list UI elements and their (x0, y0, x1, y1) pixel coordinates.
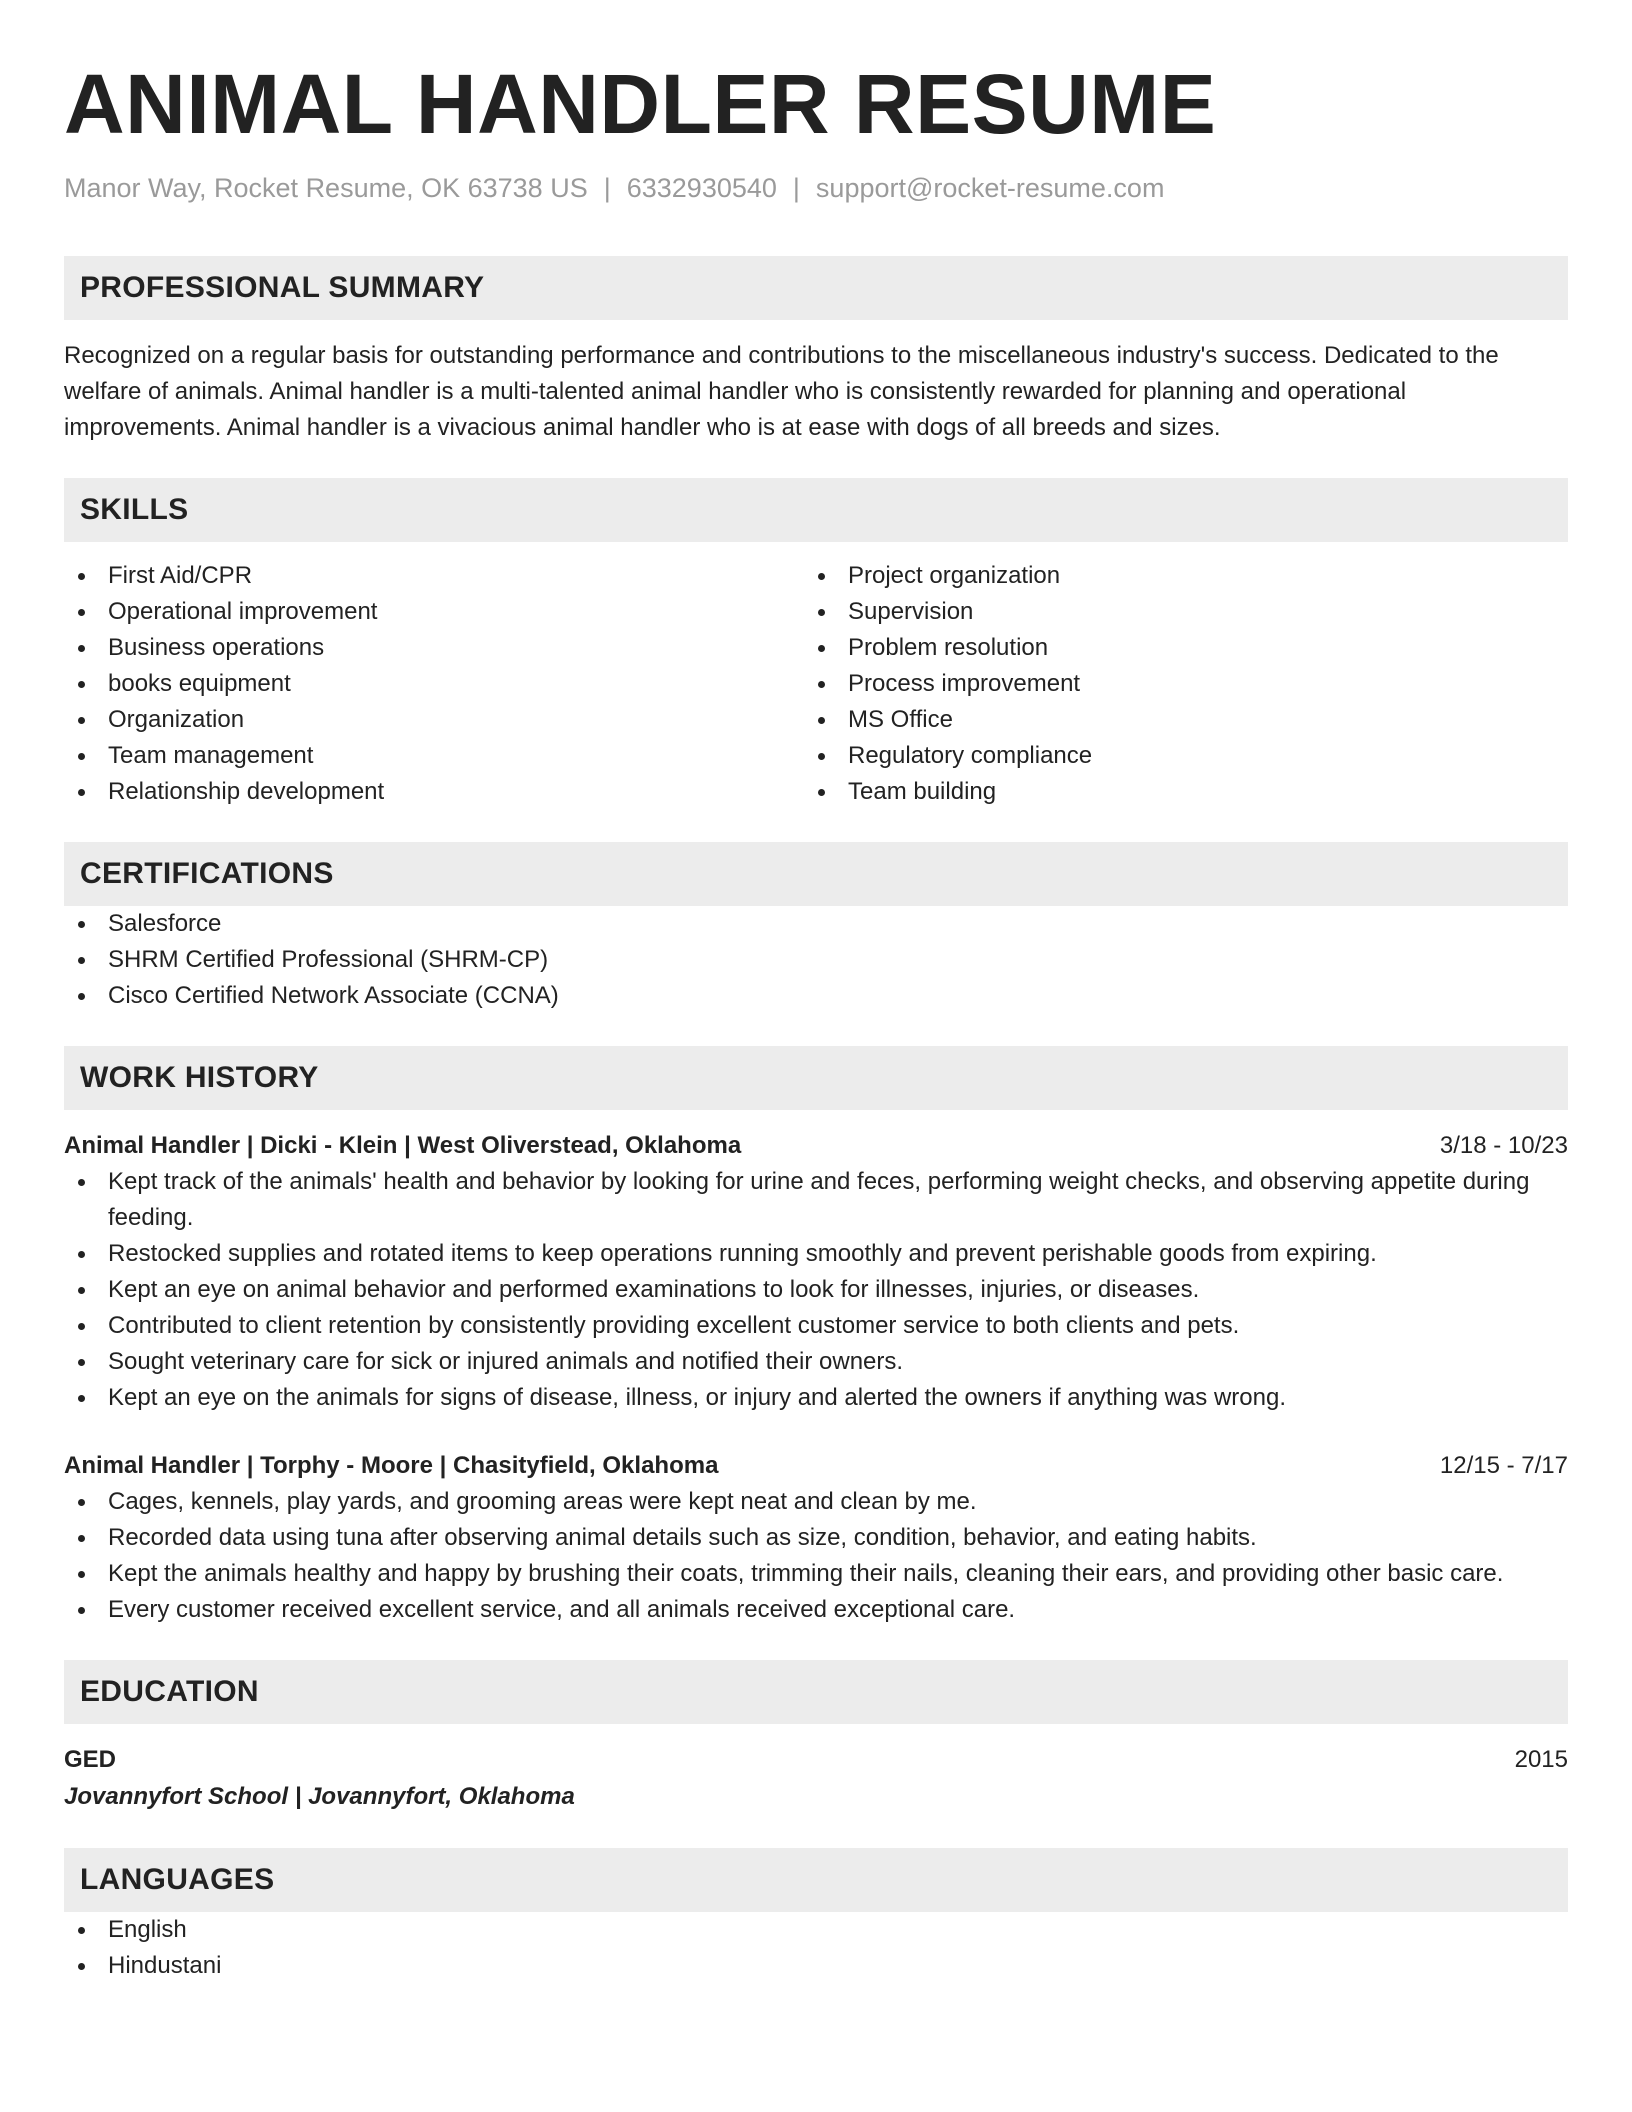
contact-address: Manor Way, Rocket Resume, OK 63738 US (64, 173, 588, 203)
job-entry (64, 1448, 1568, 1628)
skills-column-right (804, 558, 1544, 810)
job-bullets (64, 1484, 1568, 1628)
contact-separator: | (792, 173, 800, 203)
skills-column-left (64, 558, 804, 810)
section-heading-work-history: WORK HISTORY (64, 1046, 1568, 1110)
skill-item: First Aid/CPR (64, 558, 804, 594)
language-item: Hindustani (64, 1948, 1568, 1984)
job-bullet: Kept an eye on animal behavior and performed examinations to look for illnesses, injuries, or diseases. (64, 1272, 1568, 1308)
job-title: Animal Handler | Torphy - Moore | Chasityfield, Oklahoma (64, 1452, 719, 1479)
summary-section (64, 256, 1568, 446)
job-bullet: Restocked supplies and rotated items to keep operations running smoothly and prevent perishable goods from expiring. (64, 1236, 1568, 1272)
skill-item: Team building (804, 774, 1544, 810)
job-bullets (64, 1164, 1568, 1416)
certifications-section (64, 842, 1568, 1014)
job-bullet: Sought veterinary care for sick or injured animals and notified their owners. (64, 1344, 1568, 1380)
skill-item: Problem resolution (804, 630, 1544, 666)
work-history-section (64, 1046, 1568, 1628)
education-year: 2015 (1514, 1746, 1568, 1773)
skill-item: Regulatory compliance (804, 738, 1544, 774)
job-dates: 12/15 - 7/17 (1439, 1452, 1568, 1479)
skill-item: Supervision (804, 594, 1544, 630)
job-bullet: Recorded data using tuna after observing animal details such as size, condition, behavior, and eating habits. (64, 1520, 1568, 1556)
skill-item: Operational improvement (64, 594, 804, 630)
job-bullet: Kept an eye on the animals for signs of disease, illness, or injury and alerted the owners if anything was wrong. (64, 1380, 1568, 1416)
language-item: English (64, 1912, 1568, 1948)
section-heading-certifications: CERTIFICATIONS (64, 842, 1568, 906)
job-dates: 3/18 - 10/23 (1439, 1132, 1568, 1159)
skill-item: MS Office (804, 702, 1544, 738)
job-bullet: Cages, kennels, play yards, and grooming areas were kept neat and clean by me. (64, 1484, 1568, 1520)
skill-item: Process improvement (804, 666, 1544, 702)
skills-columns (64, 558, 1568, 810)
education-header (64, 1742, 1568, 1778)
section-heading-skills: SKILLS (64, 478, 1568, 542)
job-title: Animal Handler | Dicki - Klein | West Oliverstead, Oklahoma (64, 1132, 742, 1159)
contact-line (64, 170, 1568, 206)
skill-item: Relationship development (64, 774, 804, 810)
job-bullet: Kept the animals healthy and happy by brushing their coats, trimming their nails, cleaning their ears, and providing other basic care. (64, 1556, 1568, 1592)
skill-item: Organization (64, 702, 804, 738)
job-header (64, 1128, 1568, 1164)
languages-section (64, 1848, 1568, 1984)
skill-item: books equipment (64, 666, 804, 702)
education-school: Jovannyfort School | Jovannyfort, Oklahoma (64, 1783, 575, 1810)
languages-list (64, 1912, 1568, 1984)
certification-item: Salesforce (64, 906, 1568, 942)
contact-email: support@rocket-resume.com (815, 173, 1165, 203)
job-header (64, 1448, 1568, 1484)
certification-item: Cisco Certified Network Associate (CCNA) (64, 978, 1568, 1014)
resume-title: ANIMAL HANDLER RESUME (64, 57, 1217, 151)
summary-text: Recognized on a regular basis for outstanding performance and contributions to the miscellaneous industry's success. Dedicated to the welfare of animals. Animal handler is a multi-talented animal handler who is consistently rewarded for planning and operational improvements. Animal handler is a vivacious animal handler who is at ease with dogs of all breeds and sizes. (64, 342, 1499, 441)
contact-separator: | (603, 173, 611, 203)
contact-phone: 6332930540 (626, 173, 777, 203)
job-bullet: Every customer received excellent service, and all animals received exceptional care. (64, 1592, 1568, 1628)
certifications-list (64, 906, 1568, 1014)
job-entry (64, 1128, 1568, 1416)
skill-item: Team management (64, 738, 804, 774)
skills-section (64, 478, 1568, 810)
job-bullet: Contributed to client retention by consistently providing excellent customer service to both clients and pets. (64, 1308, 1568, 1344)
section-heading-education: EDUCATION (64, 1660, 1568, 1724)
skill-item: Project organization (804, 558, 1544, 594)
certification-item: SHRM Certified Professional (SHRM-CP) (64, 942, 1568, 978)
section-heading-languages: LANGUAGES (64, 1848, 1568, 1912)
job-bullet: Kept track of the animals' health and behavior by looking for urine and feces, performing weight checks, and observing appetite during feeding. (64, 1164, 1568, 1236)
education-degree: GED (64, 1746, 117, 1773)
section-heading-summary: PROFESSIONAL SUMMARY (64, 256, 1568, 320)
education-section (64, 1660, 1568, 1816)
skill-item: Business operations (64, 630, 804, 666)
